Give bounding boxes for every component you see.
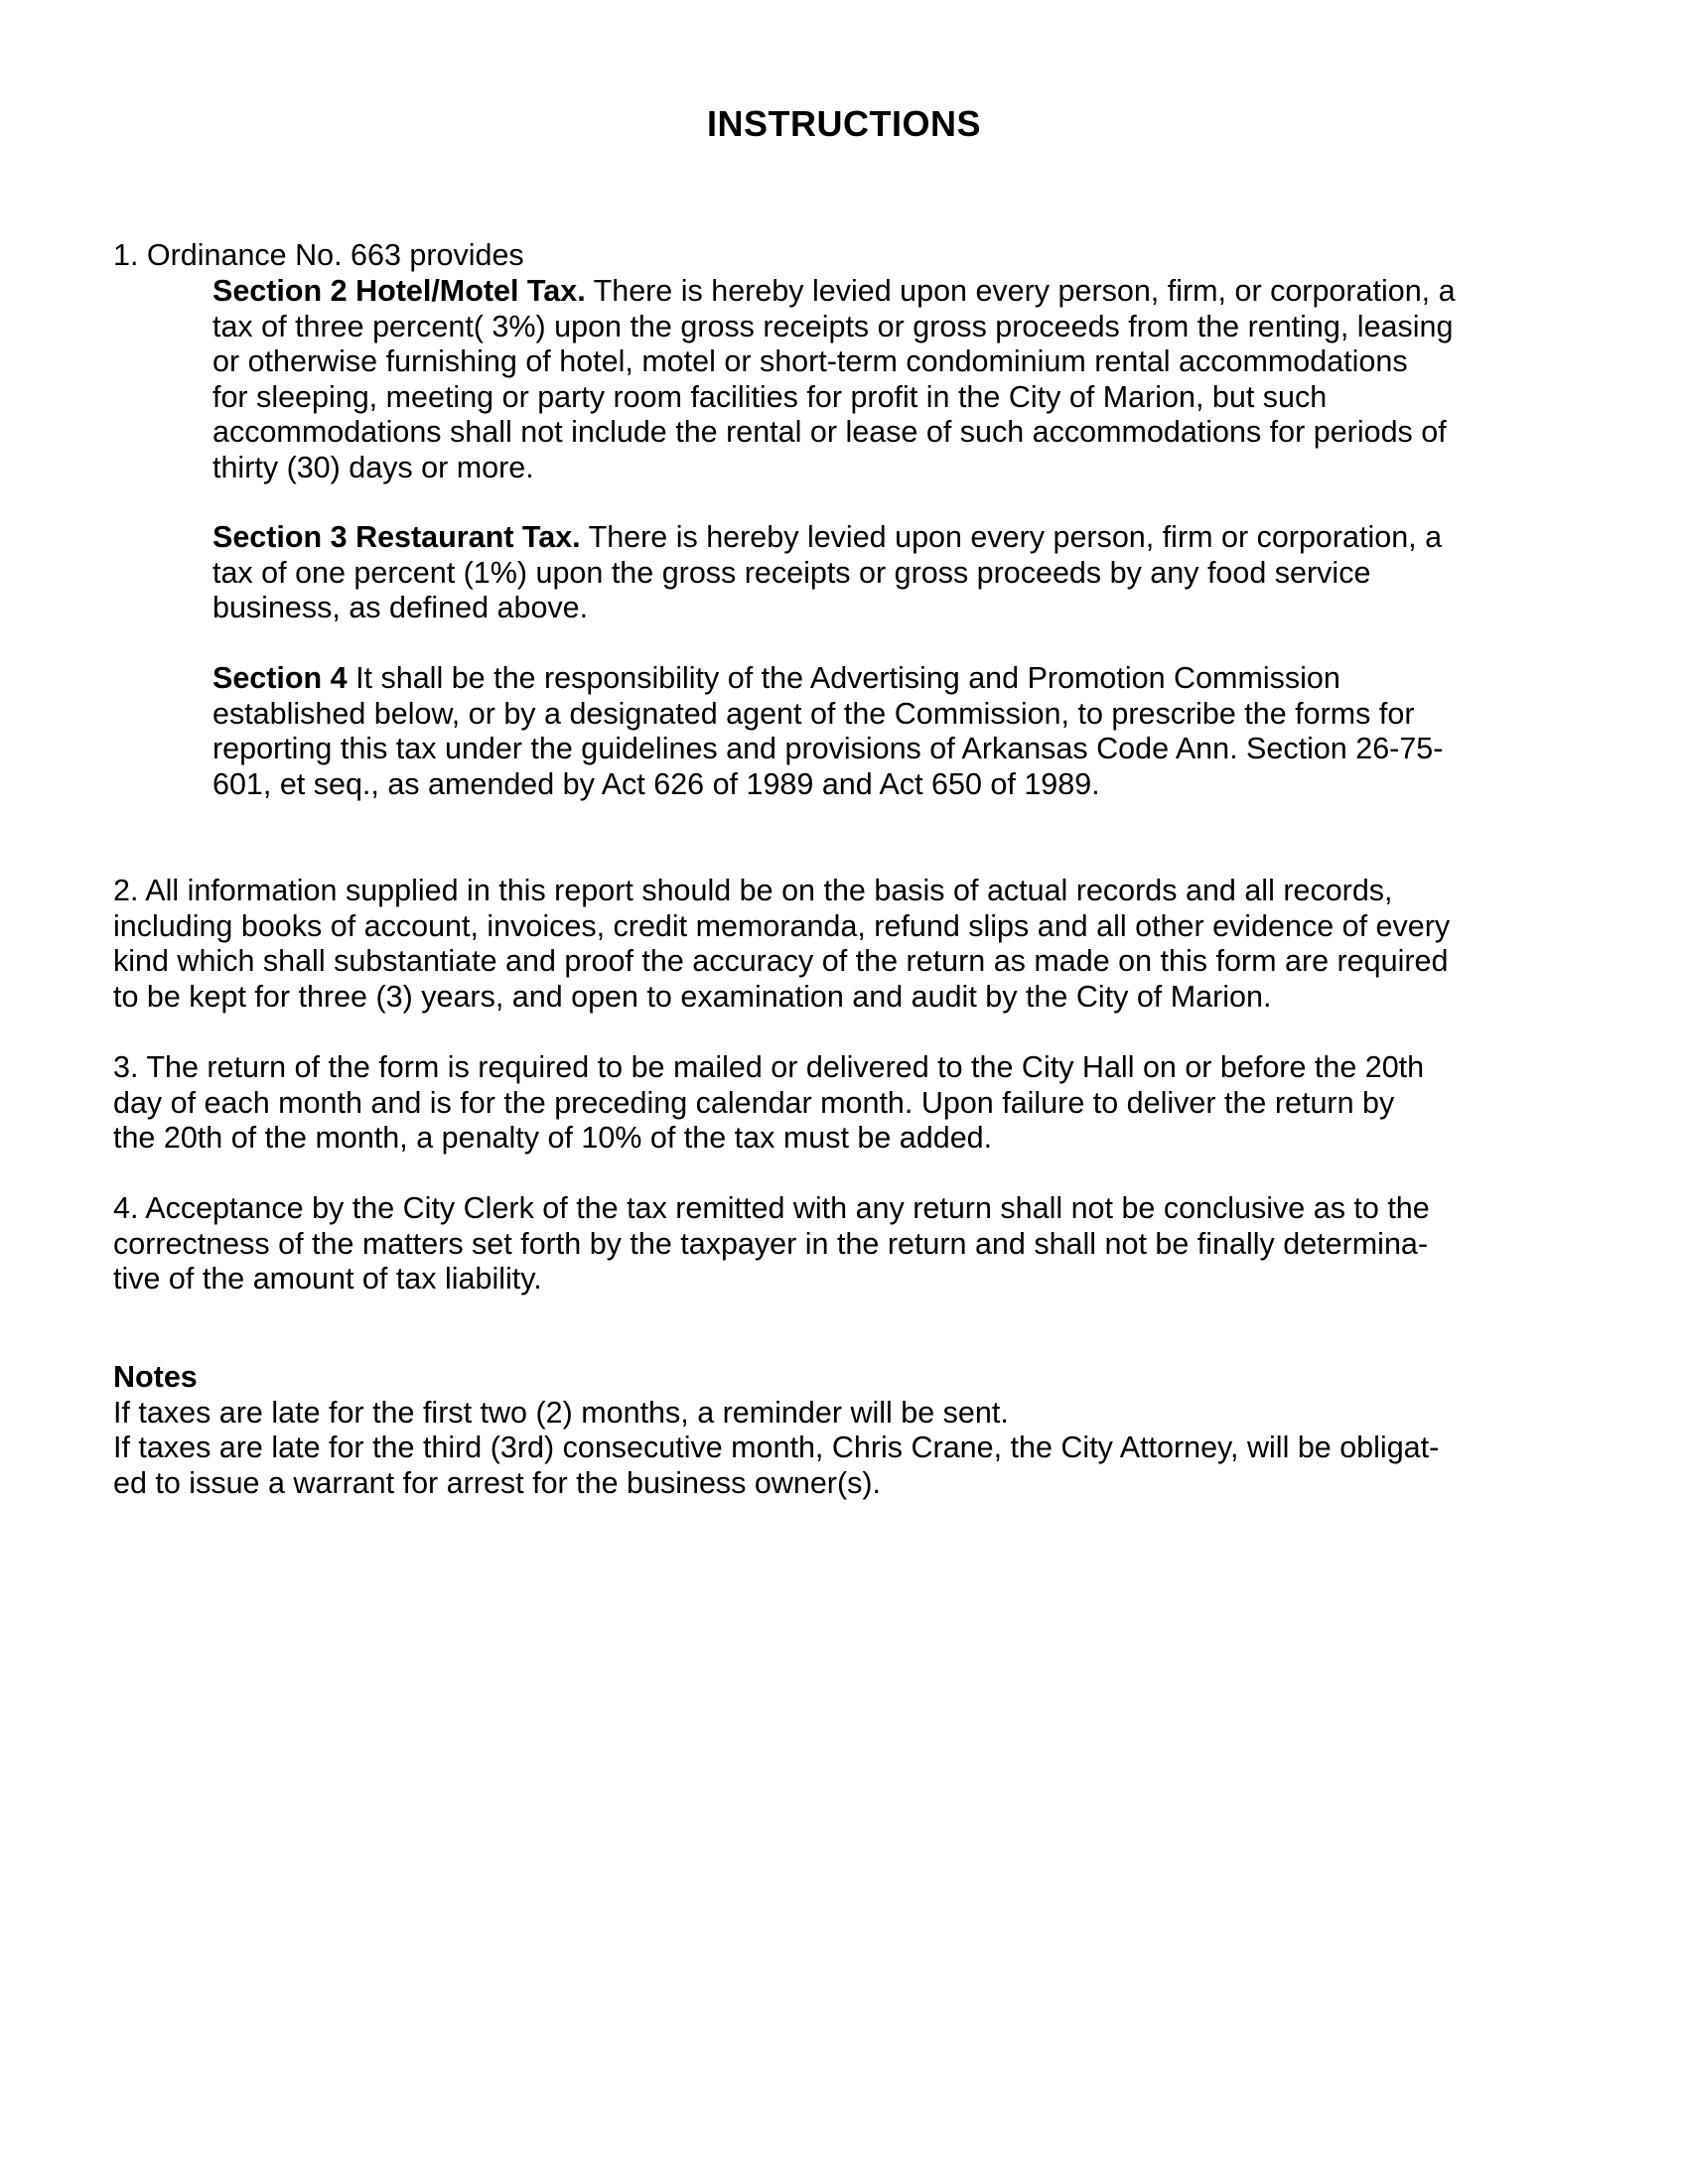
notes-line-1: If taxes are late for the first two (2) months, a reminder will be sent.	[113, 1395, 1009, 1430]
section-3-line-2: tax of one percent (1%) upon the gross receipts or gross proceeds by any food service	[212, 555, 1371, 590]
page-title: INSTRUCTIONS	[707, 103, 981, 144]
notes-section	[113, 1360, 1583, 1501]
section-3-line-1: There is hereby levied upon every person, firm or corporation, a	[580, 520, 1443, 554]
section-4-line-1: It shall be the responsibility of the Advertising and Promotion Commission	[347, 661, 1340, 695]
section-2-line-1: There is hereby levied upon every person, firm, or corporation, a	[585, 274, 1456, 308]
section-3-first-line	[212, 520, 1583, 556]
item-4-line-3: tive of the amount of tax liability.	[113, 1262, 542, 1297]
item-2-line-2: including books of account, invoices, credit memoranda, refund slips and all other evidence of every	[113, 908, 1451, 943]
notes-line-3: ed to issue a warrant for arrest for the business owner(s).	[113, 1465, 881, 1500]
item-1-lead	[113, 238, 1583, 274]
section-2-line-2: tax of three percent( 3%) upon the gross receipts or gross proceeds from the renting, leasing	[212, 309, 1454, 343]
section-2-line-6: thirty (30) days or more.	[212, 450, 534, 484]
item-1-lead-text: 1. Ordinance No. 663 provides	[113, 238, 524, 272]
section-4-line-2: established below, or by a designated agent of the Commission, to prescribe the forms for	[212, 696, 1415, 731]
item-2-paragraph	[113, 874, 1583, 1015]
section-2-heading: Section 2 Hotel/Motel Tax.	[212, 274, 586, 308]
section-3-heading: Section 3 Restaurant Tax.	[212, 520, 581, 554]
item-4-paragraph	[113, 1191, 1583, 1297]
section-2-first-line	[212, 274, 1583, 310]
section-4-line-4: 601, et seq., as amended by Act 626 of 1989 and Act 650 of 1989.	[212, 766, 1100, 801]
section-4-paragraph	[212, 661, 1583, 802]
notes-heading: Notes	[113, 1360, 198, 1394]
section-4-line-3: reporting this tax under the guidelines and provisions of Arkansas Code Ann. Section 26-75-	[212, 732, 1444, 766]
section-2-line-4: for sleeping, meeting or party room facilities for profit in the City of Marion, but such	[212, 379, 1328, 414]
section-4-first-line	[212, 661, 1583, 697]
section-2-line-5: accommodations shall not include the rental or lease of such accommodations for periods of	[212, 415, 1447, 450]
section-2-line-3: or otherwise furnishing of hotel, motel or short-term condominium rental accommodations	[212, 344, 1408, 379]
item-2-line-3: kind which shall substantiate and proof the accuracy of the return as made on this form are required	[113, 944, 1449, 979]
notes-line-2: If taxes are late for the third (3rd) consecutive month, Chris Crane, the City Attorney, will be obligat-	[113, 1431, 1440, 1465]
section-4-heading: Section 4	[212, 661, 348, 695]
item-2-line-4: to be kept for three (3) years, and open to examination and audit by the City of Marion.	[113, 979, 1272, 1014]
item-3-line-1: 3. The return of the form is required to be mailed or delivered to the City Hall on or before the 20th	[113, 1050, 1425, 1084]
item-3-line-3: the 20th of the month, a penalty of 10% of the tax must be added.	[113, 1121, 993, 1156]
item-4-line-1: 4. Acceptance by the City Clerk of the tax remitted with any return shall not be conclusive as to the	[113, 1191, 1430, 1225]
item-4-line-2: correctness of the matters set forth by the taxpayer in the return and shall not be finally determina-	[113, 1226, 1429, 1261]
section-3-line-3: business, as defined above.	[212, 591, 589, 625]
item-3-line-2: day of each month and is for the preceding calendar month. Upon failure to deliver the return by	[113, 1085, 1395, 1120]
section-3-paragraph	[212, 520, 1583, 626]
section-2-paragraph	[212, 274, 1583, 486]
item-3-paragraph	[113, 1050, 1583, 1157]
item-2-line-1: 2. All information supplied in this report should be on the basis of actual records and all records,	[113, 874, 1393, 907]
